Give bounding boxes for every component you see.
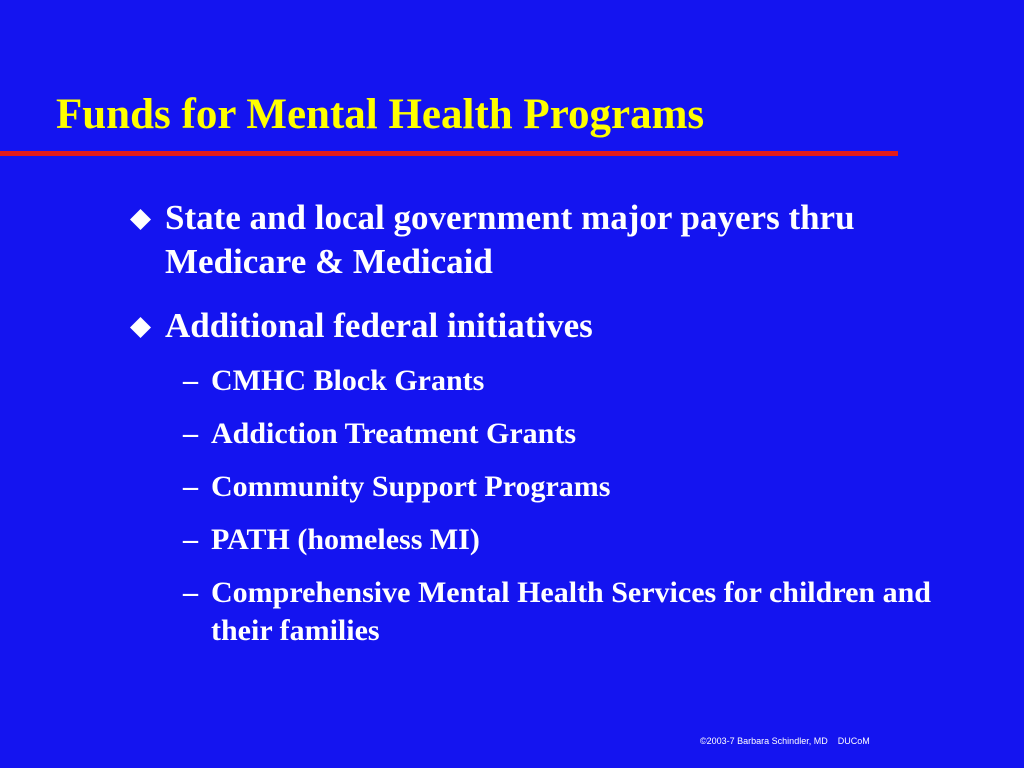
copyright-footer: ©2003-7 Barbara Schindler, MD DUCoM: [700, 736, 870, 746]
bullet-item: [130, 196, 990, 284]
dash-marker: –: [183, 364, 198, 397]
dash-marker: –: [183, 470, 198, 503]
sub-bullet-item: [183, 468, 983, 506]
sub-bullet-item: [183, 574, 983, 650]
diamond-bullet-icon: [130, 317, 151, 338]
bullet-text: Additional federal initiatives: [165, 306, 593, 345]
sub-bullet-item: [183, 362, 983, 400]
diamond-bullet-icon: [130, 209, 151, 230]
sub-bullet-text: Comprehensive Mental Health Services for children and their families: [211, 576, 931, 647]
dash-marker: –: [183, 417, 198, 450]
sub-bullet-item: [183, 415, 983, 453]
sub-bullet-item: [183, 521, 983, 559]
slide-title: Funds for Mental Health Programs: [56, 91, 705, 138]
sub-bullet-text: CMHC Block Grants: [211, 364, 485, 397]
bullet-item: [130, 304, 990, 348]
dash-marker: –: [183, 576, 198, 609]
sub-bullet-text: Addiction Treatment Grants: [211, 417, 576, 450]
bullet-text: State and local government major payers thru Medicare & Medicaid: [165, 198, 855, 281]
sub-bullet-text: PATH (homeless MI): [211, 523, 480, 556]
dash-marker: –: [183, 523, 198, 556]
sub-bullet-text: Community Support Programs: [211, 470, 611, 503]
